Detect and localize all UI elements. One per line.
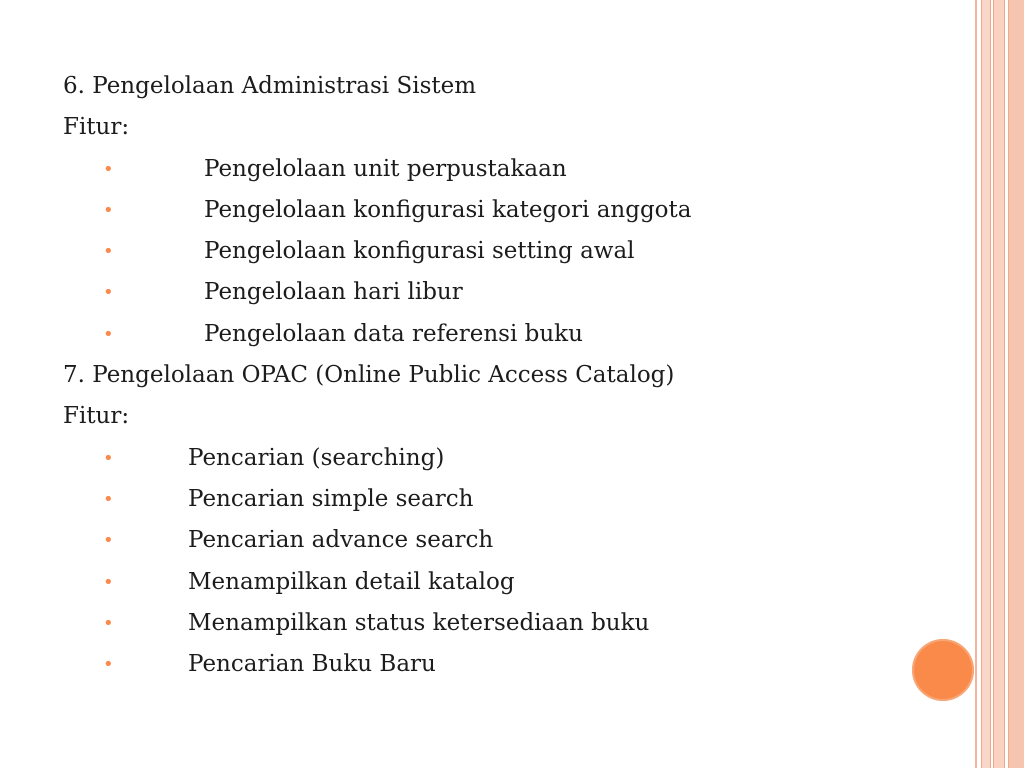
- section-6-fitur-label: Fitur:: [63, 114, 130, 141]
- list-item-text: Pengelolaan konfigurasi kategori anggota: [204, 196, 692, 223]
- bullet-icon: •: [103, 447, 114, 469]
- bullet-icon: •: [103, 199, 114, 221]
- list-item: [63, 520, 943, 561]
- list-item-text: Pengelolaan unit perpustakaan: [204, 155, 567, 182]
- section-6-heading: 6. Pengelolaan Administrasi Sistem: [63, 73, 477, 99]
- list-item-text: Pengelolaan data referensi buku: [204, 320, 583, 347]
- decorative-stripe: [975, 0, 977, 768]
- list-item: [63, 562, 943, 603]
- list-item: [63, 314, 943, 355]
- bullet-icon: •: [103, 158, 114, 180]
- list-item-text: Pencarian advance search: [188, 527, 494, 554]
- list-item: [63, 644, 943, 685]
- list-item: [63, 479, 943, 520]
- bullet-icon: •: [103, 282, 114, 304]
- list-item: [63, 438, 943, 479]
- bullet-icon: •: [103, 654, 114, 676]
- bullet-icon: •: [103, 488, 114, 510]
- list-item-text: Pengelolaan hari libur: [204, 279, 463, 306]
- list-item: [63, 231, 943, 272]
- bullet-icon: •: [103, 323, 114, 345]
- decorative-stripe: [1008, 0, 1024, 768]
- list-item: [63, 190, 943, 231]
- list-item-text: Pencarian Buku Baru: [188, 651, 436, 678]
- slide-content: [63, 66, 943, 685]
- list-item-text: Pencarian simple search: [188, 485, 474, 512]
- list-item-text: Pengelolaan konfigurasi setting awal: [204, 238, 635, 265]
- decorative-stripe: [981, 0, 991, 768]
- list-item: [63, 149, 943, 190]
- bullet-icon: •: [103, 612, 114, 634]
- list-item: [63, 272, 943, 313]
- section-7-heading: 7. Pengelolaan OPAC (Online Public Access Catalog): [63, 362, 675, 389]
- bullet-icon: •: [103, 571, 114, 593]
- list-item: [63, 603, 943, 644]
- bullet-icon: •: [103, 530, 114, 552]
- list-item-text: Menampilkan status ketersediaan buku: [188, 609, 650, 636]
- section-7-fitur-label: Fitur:: [63, 403, 130, 430]
- list-item-text: Menampilkan detail katalog: [188, 568, 515, 595]
- list-item-text: Pencarian (searching): [188, 444, 445, 471]
- decorative-stripe: [993, 0, 1005, 768]
- bullet-icon: •: [103, 241, 114, 263]
